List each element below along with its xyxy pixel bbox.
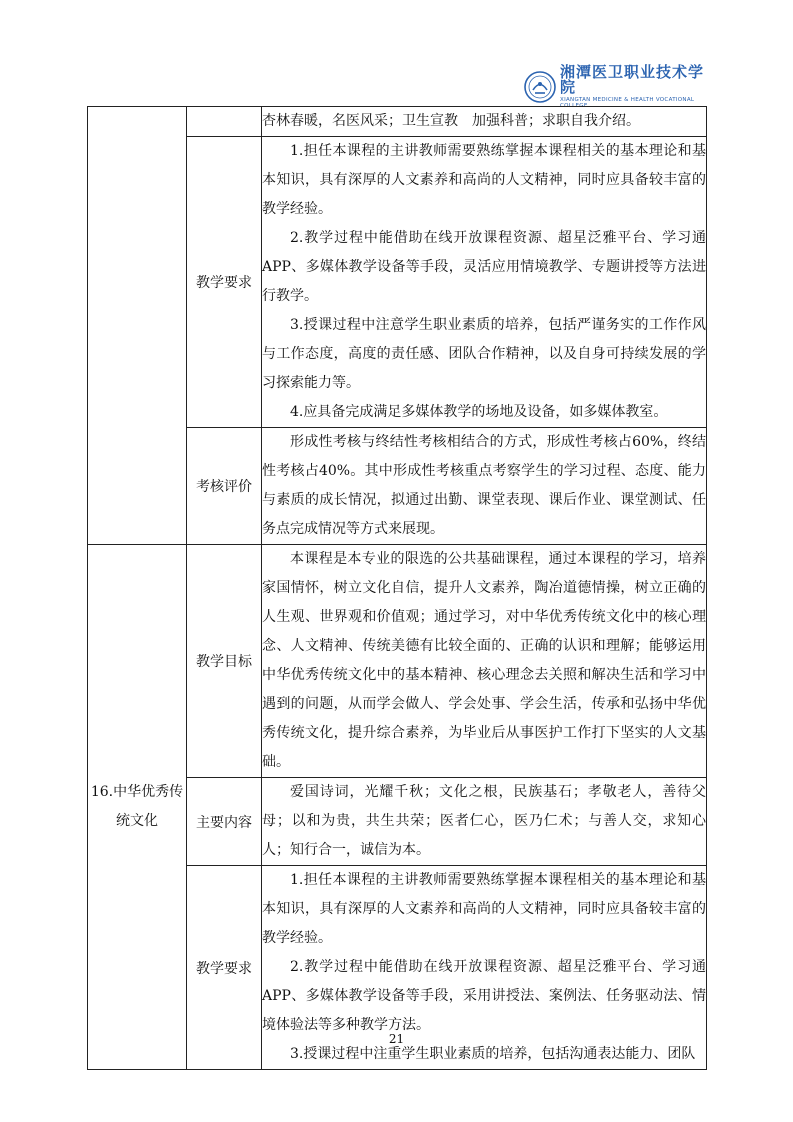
requirement-para: 2.教学过程中能借助在线开放课程资源、超星泛雅平台、学习通APP、多媒体教学设备等手段，灵活应用情境教学、专题讲授等方法进行教学。 (262, 230, 706, 304)
label-cell-empty (187, 107, 262, 137)
requirement-para: 4.应具备完成满足多媒体教学的场地及设备，如多媒体教室。 (290, 404, 668, 420)
table-row (88, 107, 707, 137)
college-name-cn: 湘潭医卫职业技术学院 (560, 63, 705, 96)
course-name-cell-prev (88, 107, 187, 545)
main-content-para: 爱国诗词，光耀千秋；文化之根，民族基石；孝敬老人，善待父母；以和为贵，共生共荣；医者仁心，医乃仁术；与善人交，求知心人；知行合一，诚信为本。 (262, 784, 706, 858)
course-table (87, 106, 707, 1070)
content-cell (262, 428, 707, 545)
page-number: 21 (388, 1032, 405, 1046)
college-logo (524, 63, 714, 109)
table-row (88, 545, 707, 778)
requirement-para: 1.担任本课程的主讲教师需要熟练掌握本课程相关的基本理论和基本知识，具有深厚的人文素养和高尚的人文精神，同时应具备较丰富的教学经验。 (262, 872, 706, 946)
content-cell (262, 107, 707, 137)
label-cell: 教学要求 (187, 866, 262, 1070)
college-emblem-icon (524, 71, 556, 103)
content-cell (262, 545, 707, 778)
content-text: 杏林春暖，名医风采；卫生宣教 加强科普；求职自我介绍。 (262, 113, 640, 129)
assessment-para: 形成性考核与终结性考核相结合的方式，形成性考核占60%，终结性考核占40%。其中形成性考核重点考察学生的学习过程、态度、能力与素质的成长情况，拟通过出勤、课堂表现、课后作业、课堂测试、任务点完成情况等方式来展现。 (262, 434, 706, 537)
course-name-cell: 16.中华优秀传统文化 (88, 545, 187, 1070)
goal-para: 本课程是本专业的限选的公共基础课程，通过本课程的学习，培养家国情怀，树立文化自信，提升人文素养，陶冶道德情操，树立正确的人生观、世界观和价值观；通过学习，对中华优秀传统文化中的核心理念、人文精神、传统美德有比较全面的、正确的认识和理解；能够运用中华优秀传统文化中的基本精神、核心理念去关照和解决生活和学习中遇到的问题，从而学会做人、学会处事、学会生活，传承和弘扬中华优秀传统文化，提升综合素养，为毕业后从事医护工作打下坚实的人文基础。 (262, 551, 706, 770)
requirement-para: 2.教学过程中能借助在线开放课程资源、超星泛雅平台、学习通APP、多媒体教学设备等手段，采用讲授法、案例法、任务驱动法、情境体验法等多种教学方法。 (262, 959, 706, 1033)
label-cell: 主要内容 (187, 778, 262, 866)
label-cell: 教学要求 (187, 137, 262, 428)
requirement-para: 3.授课过程中注意学生职业素质的培养，包括严谨务实的工作作风与工作态度，高度的责任感、团队合作精神，以及自身可持续发展的学习探索能力等。 (262, 317, 706, 391)
label-cell: 教学目标 (187, 545, 262, 778)
requirement-para: 1.担任本课程的主讲教师需要熟练掌握本课程相关的基本理论和基本知识，具有深厚的人文素养和高尚的人文精神，同时应具备较丰富的教学经验。 (262, 143, 706, 217)
content-cell (262, 137, 707, 428)
label-cell: 考核评价 (187, 428, 262, 545)
content-cell (262, 778, 707, 866)
requirement-para: 3.授课过程中注重学生职业素质的培养，包括沟通表达能力、团队 (290, 1046, 696, 1062)
college-name-en: XIANGTAN MEDICINE & HEALTH VOCATIONAL COLLEGE (560, 97, 695, 109)
